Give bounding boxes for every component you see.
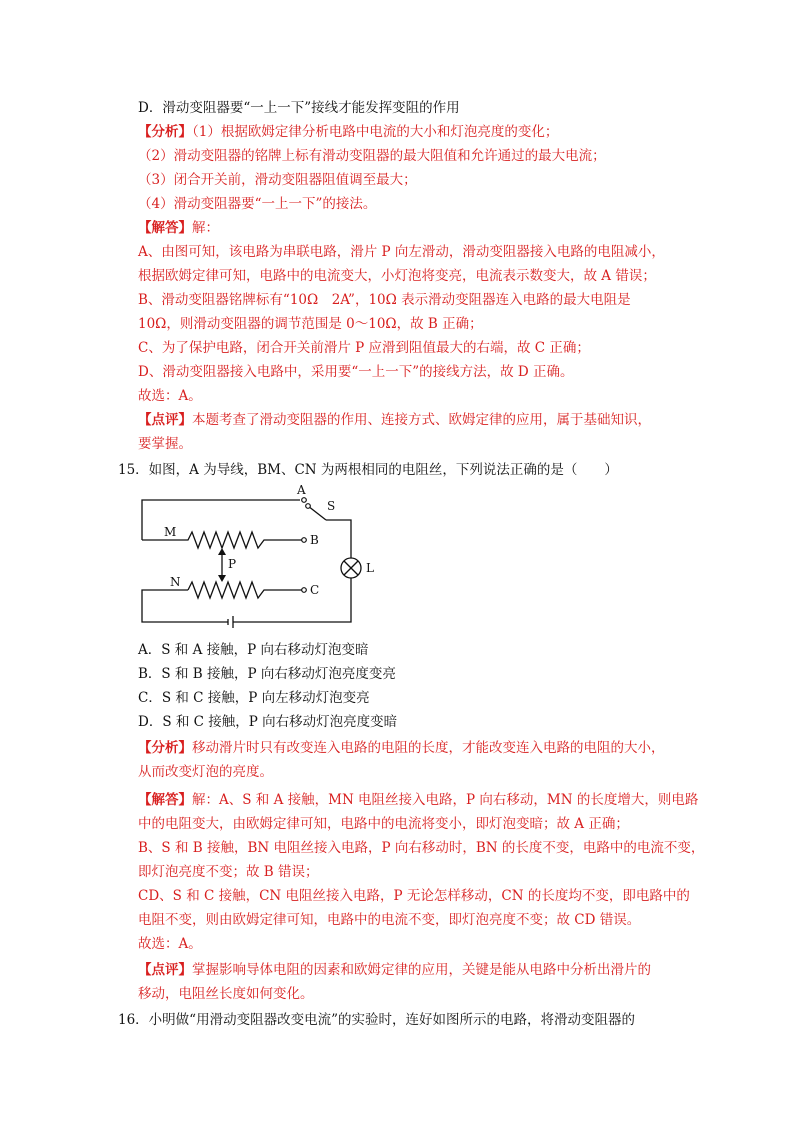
- label-c: C: [310, 583, 320, 597]
- analysis-tag: 【分析】: [138, 124, 192, 140]
- label-s: S: [327, 499, 336, 513]
- q14-analysis-line: （4）滑动变阻器要“一上一下”的接法。: [138, 196, 377, 212]
- q15-answer-line: 中的电阻变大，由欧姆定律可知，电路中的电流将变小，即灯泡变暗；故 A 正确；: [138, 816, 629, 832]
- q15-stem: 15．如图，A 为导线，BM、CN 为两根相同的电阻丝，下列说法正确的是（ ）: [118, 462, 618, 478]
- circuit-diagram: [130, 482, 390, 632]
- q16-stem: 16．小明做“用滑动变阻器改变电流”的实验时，连好如图所示的电路，将滑动变阻器的: [118, 1012, 635, 1028]
- q14-answer-line: D、滑动变阻器接入电路中，采用要“一上一下”的接线方法，故 D 正确。: [138, 364, 574, 380]
- q14-comment-line: 要掌握。: [138, 436, 192, 452]
- q15-answer-line: B、S 和 B 接触，BN 电阻丝接入电路，P 向右移动时，BN 的长度不变，电路中的电流不变，: [138, 840, 705, 856]
- q15-analysis-line: 从而改变灯泡的亮度。: [138, 764, 273, 780]
- q14-option-d: D．滑动变阻器要“一上一下”接线才能发挥变阻的作用: [138, 100, 460, 116]
- q14-analysis-first: [138, 122, 558, 142]
- q14-analysis-line: （1）根据欧姆定律分析电路中电流的大小和灯泡亮度的变化；: [192, 124, 559, 140]
- q15-option-c: C．S 和 C 接触，P 向左移动灯泡变亮: [138, 690, 370, 706]
- answer-tag: 【解答】: [138, 792, 192, 808]
- q15-analysis-line: 移动滑片时只有改变连入电路的电阻的长度，才能改变连入电路的电阻的大小，: [192, 740, 665, 756]
- q15-option-a: A．S 和 A 接触，P 向右移动灯泡变暗: [138, 642, 369, 658]
- q14-analysis-line: （2）滑动变阻器的铭牌上标有滑动变阻器的最大阻值和允许通过的最大电流；: [138, 148, 606, 164]
- wire-right-top: [326, 520, 351, 558]
- q15-analysis-first: [138, 738, 665, 758]
- label-l: L: [366, 561, 374, 575]
- q15-answer-line: 即灯泡亮度不变；故 B 错误；: [138, 864, 319, 880]
- label-m: M: [164, 525, 177, 539]
- q15-answer-line: 故选：A。: [138, 936, 202, 952]
- switch-s: [308, 506, 326, 520]
- analysis-tag: 【分析】: [138, 740, 192, 756]
- q14-answer-heading: [138, 218, 219, 238]
- answer-tail: 解：: [192, 220, 219, 236]
- q15-comment-line: 移动，电阻丝长度如何变化。: [138, 986, 314, 1002]
- q15-comment-line: 掌握影响导体电阻的因素和欧姆定律的应用，关键是能从电路中分析出滑片的: [192, 962, 651, 978]
- q14-answer-line: 10Ω，则滑动变阻器的调节范围是 0～10Ω，故 B 正确；: [138, 316, 483, 332]
- q15-option-d: D．S 和 C 接触，P 向右移动灯泡亮度变暗: [138, 714, 398, 730]
- q14-comment-line: 本题考查了滑动变阻器的作用、连接方式、欧姆定律的应用，属于基础知识，: [192, 412, 651, 428]
- comment-tag: 【点评】: [138, 412, 192, 428]
- label-n: N: [170, 575, 181, 589]
- q14-analysis-line: （3）闭合开关前，滑动变阻器阻值调至最大；: [138, 172, 417, 188]
- q14-answer-line: A、由图可知，该电路为串联电路，滑片 P 向左滑动，滑动变阻器接入电路的电阻减小，: [138, 244, 665, 260]
- q15-answer-line: CD、S 和 C 接触，CN 电阻丝接入电路，P 无论怎样移动，CN 的长度均不变，即电路中的: [138, 888, 690, 904]
- q14-comment-first: [138, 410, 651, 430]
- label-b: B: [310, 533, 319, 547]
- answer-tag: 【解答】: [138, 220, 192, 236]
- q14-answer-line: C、为了保护电路，闭合开关前滑片 P 应滑到阻值最大的右端，故 C 正确；: [138, 340, 590, 356]
- resistor-cn: [188, 582, 305, 598]
- q15-answer-line: 解：A、S 和 A 接触，MN 电阻丝接入电路，P 向右移动，MN 的长度增大，则电路: [192, 792, 699, 808]
- q15-comment-first: [138, 960, 651, 980]
- comment-tag: 【点评】: [138, 962, 192, 978]
- q15-option-b: B．S 和 B 接触，P 向右移动灯泡亮度变亮: [138, 666, 396, 682]
- q15-answer-first: [138, 790, 698, 810]
- q14-answer-line: 根据欧姆定律可知，电路中的电流变大，小灯泡将变亮，电流表示数变大，故 A 错误；: [138, 268, 656, 284]
- q15-answer-line: 电阻不变，则由欧姆定律可知，电路中的电流不变，即灯泡亮度不变；故 CD 错误。: [138, 912, 641, 928]
- q14-answer-line: 故选：A。: [138, 388, 202, 404]
- q14-answer-line: B、滑动变阻器铭牌标有“10Ω 2A”，10Ω 表示滑动变阻器连入电路的最大电阻是: [138, 292, 631, 308]
- label-p: P: [228, 557, 237, 571]
- label-a: A: [297, 483, 306, 497]
